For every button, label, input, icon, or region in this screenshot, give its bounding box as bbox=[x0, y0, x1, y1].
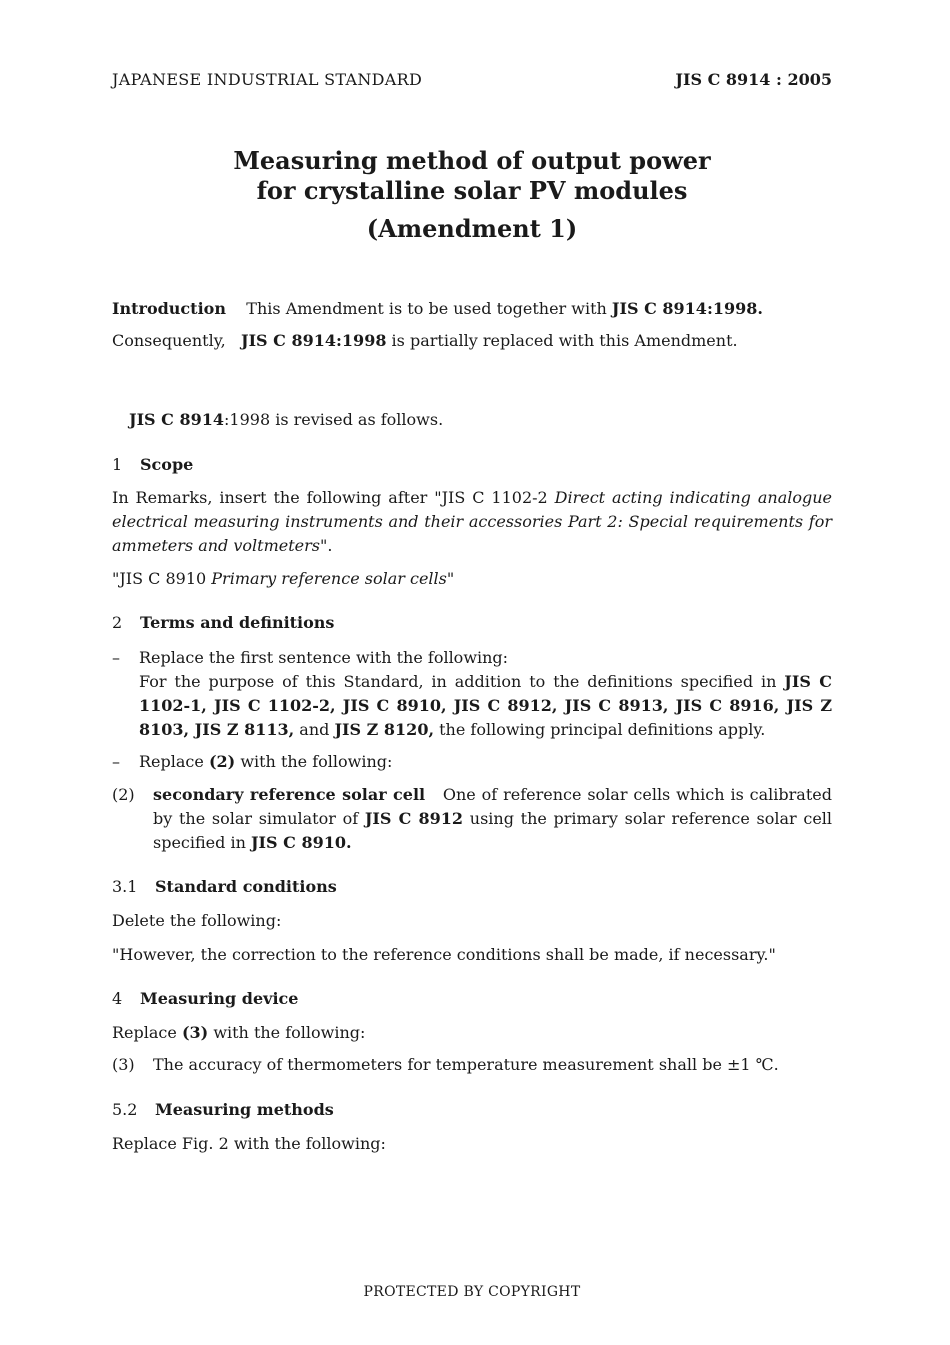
section-number: 3.1 bbox=[112, 877, 138, 896]
amendment-label: (Amendment 1) bbox=[366, 214, 578, 243]
section-title: Measuring methods bbox=[155, 1100, 334, 1119]
section-2-heading bbox=[112, 613, 334, 632]
definition-item bbox=[153, 783, 832, 855]
section-title: Terms and definitions bbox=[140, 613, 335, 632]
accuracy-item: The accuracy of thermometers for temperature measurement shall be ±1 ℃. bbox=[153, 1055, 779, 1074]
revised-ref: JIS C 8914 bbox=[129, 410, 225, 429]
scope-insert bbox=[112, 567, 832, 591]
section-1-heading bbox=[112, 455, 193, 474]
section-3-1-heading bbox=[112, 877, 337, 896]
delete-instruction: Delete the following: bbox=[112, 911, 282, 930]
bullet-dash: – bbox=[112, 648, 120, 667]
document-page bbox=[112, 0, 832, 1345]
definition-replacement-2 bbox=[139, 750, 832, 774]
intro-ref-2: JIS C 8914:1998 bbox=[241, 331, 387, 350]
section-title: Standard conditions bbox=[155, 877, 337, 896]
item-number: (2) bbox=[112, 785, 135, 804]
intro-ref: JIS C 8914:1998. bbox=[611, 299, 763, 318]
section-number: 2 bbox=[112, 613, 123, 632]
replace-pre: Replace bbox=[139, 752, 204, 771]
intro-line-2 bbox=[112, 329, 832, 353]
document-title bbox=[112, 146, 832, 206]
section-number: 1 bbox=[112, 455, 123, 474]
section-5-2-heading bbox=[112, 1100, 334, 1119]
section-title: Scope bbox=[140, 455, 194, 474]
revised-text: :1998 is revised as follows. bbox=[224, 410, 444, 429]
scope-remark-pre: In Remarks, insert the following after "JIS C 1102-2 bbox=[112, 488, 548, 507]
replacement-instruction: Replace the first sentence with the following: bbox=[139, 648, 509, 667]
intro-text: This Amendment is to be used together with bbox=[246, 299, 607, 318]
replacement-post: the following principal definitions apply. bbox=[439, 720, 766, 739]
title-line-1: Measuring method of output power bbox=[233, 146, 711, 175]
replace-ref: (2) bbox=[208, 752, 236, 771]
section-number: 4 bbox=[112, 989, 123, 1008]
scope-remark bbox=[112, 486, 832, 558]
deleted-text: "However, the correction to the reference conditions shall be made, if necessary." bbox=[112, 945, 776, 964]
replace-pre: Replace bbox=[112, 1023, 177, 1042]
defined-term: secondary reference solar cell bbox=[153, 785, 426, 804]
definition-ref-2: JIS C 8910. bbox=[250, 833, 352, 852]
bullet-dash: – bbox=[112, 752, 120, 771]
replacement-pre: For the purpose of this Standard, in addition to the definitions specified in bbox=[139, 672, 777, 691]
definition-pre: One of reference solar cells which is calibrated by the solar simulator of bbox=[153, 785, 832, 828]
replacement-last-ref: JIS Z 8120, bbox=[334, 720, 435, 739]
replace-instruction bbox=[112, 1021, 832, 1045]
scope-insert-title: Primary reference solar cells bbox=[211, 569, 447, 588]
definition-ref-1: JIS C 8912 bbox=[364, 809, 464, 828]
intro-line2-post: is partially replaced with this Amendment. bbox=[391, 331, 738, 350]
scope-insert-pre: "JIS C 8910 bbox=[112, 569, 207, 588]
standard-header: JAPANESE INDUSTRIAL STANDARD bbox=[112, 70, 423, 89]
replace-ref: (3) bbox=[181, 1023, 209, 1042]
replacement-and: and bbox=[299, 720, 330, 739]
section-title: Measuring device bbox=[140, 989, 299, 1008]
standard-number: JIS C 8914 : 2005 bbox=[675, 70, 832, 89]
definition-replacement-1 bbox=[139, 646, 832, 742]
copyright-footer: PROTECTED BY COPYRIGHT bbox=[363, 1284, 581, 1300]
replacement-refs: JIS C 1102-1, JIS C 1102-2, JIS C 8910, JIS C 8912, JIS C 8913, JIS C 8916, JIS Z 8103, JIS Z 8113, bbox=[139, 672, 832, 739]
scope-remark-title: Direct acting indicating analogue electrical measuring instruments and their accessories Part 2: Special requirements for ammeters and voltmeters bbox=[112, 488, 832, 555]
intro-heading: Introduction bbox=[112, 299, 226, 318]
item-number: (3) bbox=[112, 1055, 135, 1074]
scope-remark-post: ". bbox=[319, 536, 333, 555]
scope-insert-post: " bbox=[446, 569, 455, 588]
title-line-2: for crystalline solar PV modules bbox=[256, 176, 688, 205]
figure-replace-instruction: Replace Fig. 2 with the following: bbox=[112, 1134, 386, 1153]
section-4-heading bbox=[112, 989, 298, 1008]
definition-mid: using the primary solar reference solar cell specified in bbox=[153, 809, 833, 852]
intro-line-1 bbox=[112, 297, 832, 321]
replace-post: with the following: bbox=[213, 1023, 366, 1042]
section-number: 5.2 bbox=[112, 1100, 138, 1119]
replacement-sentence bbox=[139, 670, 832, 742]
replace-post: with the following: bbox=[240, 752, 393, 771]
revised-statement bbox=[129, 408, 849, 432]
intro-line2-pre: Consequently, bbox=[112, 331, 226, 350]
